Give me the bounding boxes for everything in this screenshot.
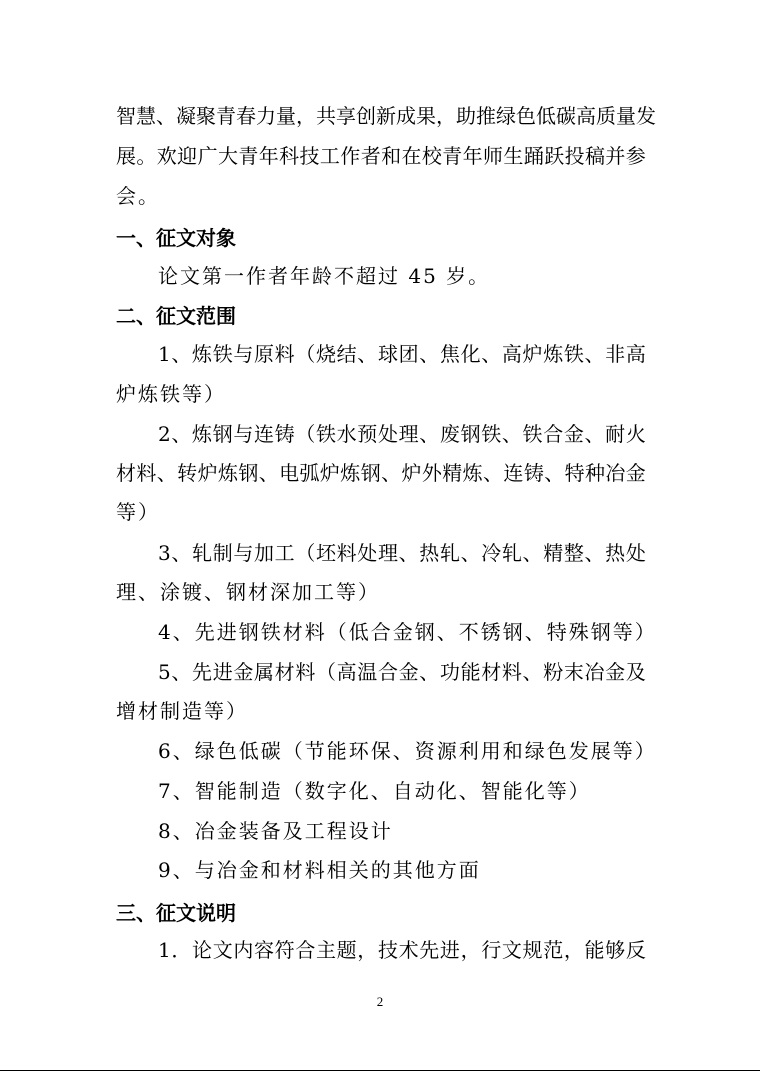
text-glyph: 合 <box>377 660 398 684</box>
text-glyph: 并 <box>605 144 626 168</box>
text-glyph: 行 <box>481 938 502 962</box>
text-glyph: 炉 <box>522 342 543 366</box>
text-glyph: 粉 <box>543 660 564 684</box>
text-glyph: 色 <box>516 104 536 128</box>
text-glyph: 享 <box>336 104 356 128</box>
text-glyph: 铸 <box>523 461 544 485</box>
scope-item-9: 9、与冶金和材料相关的其他方面 <box>158 858 481 882</box>
text-glyph: 年 <box>462 144 483 168</box>
text-glyph: 高 <box>625 342 646 366</box>
text-glyph: 范 <box>543 938 564 962</box>
text-glyph: 、 <box>171 342 192 366</box>
text-glyph: ， <box>563 938 584 962</box>
text-glyph: 技 <box>299 144 320 168</box>
text-glyph: 冷 <box>481 541 502 565</box>
text-glyph: 主 <box>315 938 336 962</box>
text-glyph: 加 <box>254 541 275 565</box>
text-glyph: 水 <box>336 422 357 446</box>
text-glyph: 、 <box>501 422 522 446</box>
text-glyph: 原 <box>254 342 275 366</box>
text-glyph: 处 <box>625 541 646 565</box>
scope-item-8: 8、冶金装备及工程设计 <box>158 819 393 843</box>
text-glyph: 处 <box>377 422 398 446</box>
text-glyph: 者 <box>360 144 381 168</box>
scope-item-5-continued: 增材制造等） <box>116 699 248 723</box>
text-glyph: 、 <box>156 104 176 128</box>
text-glyph: 春 <box>236 104 256 128</box>
text-glyph: 轧 <box>439 541 460 565</box>
text-glyph: 术 <box>398 938 419 962</box>
text-glyph: 文 <box>501 938 522 962</box>
text-glyph: 投 <box>564 144 585 168</box>
notes-item-1 <box>0 930 760 970</box>
text-glyph: 、 <box>481 342 502 366</box>
text-glyph: 1 <box>158 342 171 366</box>
target-text: 论文第一作者年龄不超过 45 岁。 <box>158 264 491 288</box>
text-glyph: 、 <box>522 541 543 565</box>
text-glyph: 展 <box>116 144 136 168</box>
text-glyph: 参 <box>625 144 646 168</box>
text-glyph: 理 <box>398 422 419 446</box>
scope-item-7: 7、智能制造（数字化、自动化、智能化等） <box>158 779 591 803</box>
text-glyph: 迎 <box>177 144 198 168</box>
text-glyph: 热 <box>605 541 626 565</box>
text-glyph: 铸 <box>274 422 295 446</box>
text-glyph: 料 <box>136 461 157 485</box>
text-glyph: 精 <box>543 541 564 565</box>
text-glyph: 轧 <box>192 541 213 565</box>
text-glyph: 炉 <box>319 461 340 485</box>
scope-item-2-continued <box>0 453 760 493</box>
text-glyph: 共 <box>316 104 336 128</box>
text-glyph: 容 <box>254 938 275 962</box>
text-glyph: 冶 <box>584 660 605 684</box>
text-glyph: 。 <box>136 144 157 168</box>
text-glyph: 聚 <box>196 104 216 128</box>
text-glyph: 青 <box>216 104 236 128</box>
text-glyph: 、 <box>381 461 402 485</box>
text-glyph: 铁 <box>315 422 336 446</box>
scope-item-3-continued: 理、涂镀、钢材深加工等） <box>116 580 380 604</box>
text-glyph: 、 <box>544 461 565 485</box>
text-glyph: 与 <box>233 422 254 446</box>
text-glyph: 铁 <box>563 342 584 366</box>
text-glyph: 炉 <box>197 461 218 485</box>
text-glyph: ． <box>171 938 192 962</box>
text-glyph: 工 <box>274 541 295 565</box>
text-glyph: 炼 <box>192 342 213 366</box>
scope-item-3 <box>0 533 760 573</box>
text-glyph: 与 <box>233 541 254 565</box>
text-glyph: 团 <box>398 342 419 366</box>
text-glyph: 1 <box>158 938 171 962</box>
text-glyph: 炼 <box>543 342 564 366</box>
text-glyph: 冶 <box>605 461 626 485</box>
text-glyph: （ <box>295 342 316 366</box>
text-glyph: 及 <box>625 660 646 684</box>
text-glyph: 钢 <box>360 461 381 485</box>
text-glyph: 成 <box>396 104 416 128</box>
text-glyph: 制 <box>212 541 233 565</box>
text-glyph: 料 <box>336 541 357 565</box>
text-glyph: 转 <box>177 461 198 485</box>
text-glyph: ， <box>460 938 481 962</box>
text-glyph: 量 <box>616 104 636 128</box>
text-glyph: 金 <box>625 461 646 485</box>
text-glyph: 广 <box>197 144 218 168</box>
text-glyph: 量 <box>276 104 296 128</box>
text-glyph: 连 <box>503 461 524 485</box>
text-glyph: 坯 <box>315 541 336 565</box>
text-glyph: 进 <box>212 660 233 684</box>
scope-item-2-continued-2: 等） <box>116 500 160 524</box>
text-glyph: 推 <box>476 104 496 128</box>
text-glyph: 能 <box>460 660 481 684</box>
text-glyph: 材 <box>481 660 502 684</box>
text-glyph: 钢 <box>238 461 259 485</box>
text-glyph: 5 <box>158 660 171 684</box>
text-glyph: 科 <box>279 144 300 168</box>
text-glyph: 、 <box>419 660 440 684</box>
text-glyph: 、 <box>357 342 378 366</box>
text-glyph: 踊 <box>523 144 544 168</box>
text-glyph: 合 <box>295 938 316 962</box>
scope-item-1 <box>0 334 760 374</box>
text-glyph: 、 <box>171 660 192 684</box>
text-glyph: 工 <box>319 144 340 168</box>
text-glyph: 、 <box>460 541 481 565</box>
text-glyph: 料 <box>501 660 522 684</box>
text-glyph: 结 <box>336 342 357 366</box>
text-glyph: 发 <box>636 104 656 128</box>
text-glyph: 年 <box>258 144 279 168</box>
text-glyph: 、 <box>398 541 419 565</box>
text-glyph: 跃 <box>544 144 565 168</box>
text-glyph: 材 <box>116 461 136 485</box>
text-glyph: 论 <box>192 938 213 962</box>
text-glyph: 力 <box>256 104 276 128</box>
text-glyph: 化 <box>460 342 481 366</box>
text-glyph: 炼 <box>217 461 238 485</box>
text-glyph: 低 <box>536 104 556 128</box>
text-glyph: 欢 <box>156 144 177 168</box>
text-glyph: 铁 <box>522 422 543 446</box>
text-glyph: 、 <box>584 342 605 366</box>
text-glyph: 、 <box>522 660 543 684</box>
text-glyph: 、 <box>156 461 177 485</box>
text-glyph: 果 <box>416 104 436 128</box>
text-glyph: 与 <box>233 342 254 366</box>
intro-line-3: 会。 <box>116 184 160 208</box>
scope-item-5 <box>0 652 760 692</box>
intro-line-1 <box>0 96 760 136</box>
text-glyph: 球 <box>377 342 398 366</box>
text-glyph: 青 <box>238 144 259 168</box>
text-glyph: 高 <box>576 104 596 128</box>
text-glyph: 先 <box>192 660 213 684</box>
text-glyph: 非 <box>605 342 626 366</box>
text-glyph: 铁 <box>481 422 502 446</box>
text-glyph: 、 <box>171 541 192 565</box>
text-glyph: 凝 <box>176 104 196 128</box>
text-glyph: 铁 <box>212 342 233 366</box>
text-glyph: 弧 <box>299 461 320 485</box>
section-heading-notes: 三、征文说明 <box>116 901 236 925</box>
text-glyph: 热 <box>419 541 440 565</box>
text-glyph: 、 <box>258 461 279 485</box>
scope-item-1-continued: 炉炼铁等） <box>116 382 226 406</box>
text-glyph: 金 <box>563 422 584 446</box>
text-glyph: 新 <box>376 104 396 128</box>
text-glyph: 质 <box>596 104 616 128</box>
text-glyph: 特 <box>564 461 585 485</box>
text-glyph: 、 <box>419 342 440 366</box>
text-glyph: 、 <box>419 422 440 446</box>
text-glyph: 属 <box>254 660 275 684</box>
text-glyph: 精 <box>442 461 463 485</box>
text-glyph: 稿 <box>584 144 605 168</box>
text-glyph: 废 <box>439 422 460 446</box>
text-glyph: 作 <box>340 144 361 168</box>
text-glyph: 能 <box>584 938 605 962</box>
text-glyph: （ <box>295 422 316 446</box>
text-glyph: 炼 <box>340 461 361 485</box>
text-glyph: 金 <box>233 660 254 684</box>
text-glyph: 2 <box>158 422 171 446</box>
text-glyph: ， <box>296 104 316 128</box>
text-glyph: 绿 <box>496 104 516 128</box>
text-glyph: 题 <box>336 938 357 962</box>
text-glyph: 烧 <box>315 342 336 366</box>
text-glyph: 助 <box>456 104 476 128</box>
text-glyph: 3 <box>158 541 171 565</box>
text-glyph: 师 <box>483 144 504 168</box>
text-glyph: 火 <box>625 422 646 446</box>
text-glyph: 高 <box>336 660 357 684</box>
text-glyph: 焦 <box>439 342 460 366</box>
text-glyph: 规 <box>522 938 543 962</box>
text-glyph: 料 <box>274 342 295 366</box>
text-glyph: 处 <box>357 541 378 565</box>
page-bottom-rule <box>0 1070 760 1071</box>
text-glyph: 理 <box>377 541 398 565</box>
text-glyph: 种 <box>584 461 605 485</box>
text-glyph: 金 <box>398 660 419 684</box>
text-glyph: 轧 <box>501 541 522 565</box>
text-glyph: 炉 <box>401 461 422 485</box>
text-glyph: 在 <box>401 144 422 168</box>
section-heading-scope: 二、征文范围 <box>116 304 236 328</box>
text-glyph: 先 <box>419 938 440 962</box>
text-glyph: 生 <box>503 144 524 168</box>
text-glyph: 进 <box>439 938 460 962</box>
text-glyph: 钢 <box>212 422 233 446</box>
text-glyph: 高 <box>501 342 522 366</box>
text-glyph: 预 <box>357 422 378 446</box>
text-glyph: 合 <box>543 422 564 446</box>
scope-item-6: 6、绿色低碳（节能环保、资源利用和绿色发展等） <box>158 739 657 763</box>
text-glyph: 功 <box>439 660 460 684</box>
text-glyph: 慧 <box>136 104 156 128</box>
section-heading-target: 一、征文对象 <box>116 226 236 250</box>
text-glyph: 温 <box>357 660 378 684</box>
text-glyph: 金 <box>605 660 626 684</box>
page-number: 2 <box>376 994 384 1009</box>
scope-item-2 <box>0 414 760 454</box>
text-glyph: 、 <box>171 422 192 446</box>
text-glyph: 末 <box>563 660 584 684</box>
text-glyph: 内 <box>233 938 254 962</box>
scope-item-4: 4、先进钢铁材料（低合金钢、不锈钢、特殊钢等） <box>158 620 657 644</box>
text-glyph: 材 <box>274 660 295 684</box>
intro-line-2 <box>0 136 760 176</box>
text-glyph: 整 <box>563 541 584 565</box>
text-glyph: 文 <box>212 938 233 962</box>
text-glyph: 青 <box>442 144 463 168</box>
text-glyph: 、 <box>584 422 605 446</box>
text-glyph: 钢 <box>460 422 481 446</box>
text-glyph: 反 <box>625 938 646 962</box>
text-glyph: 技 <box>377 938 398 962</box>
text-glyph: ， <box>357 938 378 962</box>
text-glyph: 料 <box>295 660 316 684</box>
text-glyph: 和 <box>381 144 402 168</box>
text-glyph: 智 <box>116 104 136 128</box>
text-glyph: （ <box>315 660 336 684</box>
text-glyph: 炼 <box>192 422 213 446</box>
text-glyph: 够 <box>605 938 626 962</box>
text-glyph: 创 <box>356 104 376 128</box>
text-glyph: 外 <box>421 461 442 485</box>
text-glyph: （ <box>295 541 316 565</box>
text-glyph: 耐 <box>605 422 626 446</box>
text-glyph: ， <box>436 104 456 128</box>
text-glyph: 符 <box>274 938 295 962</box>
text-glyph: 、 <box>483 461 504 485</box>
text-glyph: 大 <box>217 144 238 168</box>
text-glyph: 校 <box>421 144 442 168</box>
text-glyph: 、 <box>584 541 605 565</box>
text-glyph: 碳 <box>556 104 576 128</box>
text-glyph: 电 <box>279 461 300 485</box>
text-glyph: 炼 <box>462 461 483 485</box>
text-glyph: 连 <box>254 422 275 446</box>
